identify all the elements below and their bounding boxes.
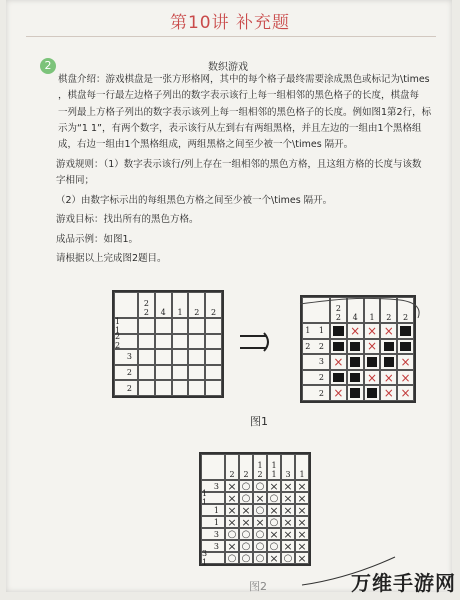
puzzle-cell[interactable] [397, 339, 414, 355]
body-line-8: （2）由数字标示出的每组黑色方格之间至少被一个\times 隔开。 [56, 195, 333, 206]
grid-corner [114, 292, 138, 318]
column-clue [172, 292, 189, 318]
puzzle-cell[interactable] [397, 385, 414, 401]
row-clue: 1 1 [114, 318, 138, 334]
column-clue [155, 292, 172, 318]
column-clue-number: 1 [271, 461, 277, 470]
body-line-11: 请根据以上完成图2题目。 [56, 253, 167, 264]
body-line-3: 一列最上方格子列出的数字表示该列上每一组相邻的黑色格子的长度。例如图1第2行，标 [58, 107, 432, 118]
watermark-logo: 万维手游网 [351, 571, 456, 595]
puzzle-cell[interactable] [225, 492, 239, 504]
body-line-2: ，棋盘每一行最左边格子列出的数字表示该行上每一组相邻的黑色格子的长度，棋盘每 [58, 90, 420, 101]
column-clue [253, 454, 267, 480]
puzzle-cell[interactable] [138, 380, 155, 396]
column-clue-number: 1 [177, 308, 183, 317]
column-clue [281, 454, 295, 480]
column-clue-number: 2 [229, 470, 235, 479]
puzzle-cell[interactable] [330, 370, 347, 386]
puzzle-cell[interactable] [364, 370, 381, 386]
puzzle-cell[interactable] [225, 516, 239, 528]
puzzle-cell[interactable] [380, 370, 397, 386]
puzzle-cell[interactable] [239, 528, 253, 540]
column-clue-number: 2 [257, 470, 263, 479]
puzzle-cell[interactable] [225, 480, 239, 492]
puzzle-cell[interactable] [155, 365, 172, 381]
puzzle-cell[interactable] [364, 385, 381, 401]
puzzle-cell[interactable] [138, 334, 155, 350]
puzzle-cell[interactable] [364, 339, 381, 355]
puzzle-cell[interactable] [188, 334, 205, 350]
row-clue: 2 [114, 380, 138, 396]
puzzle-cell[interactable] [347, 370, 364, 386]
puzzle-cell[interactable] [267, 528, 281, 540]
row-clue: 1 [201, 516, 225, 528]
body-line-10: 成品示例：如图1。 [56, 234, 139, 245]
puzzle-cell[interactable] [138, 349, 155, 365]
body-line-7: 字相同； [56, 175, 95, 186]
puzzle-cell[interactable] [295, 528, 309, 540]
body-line-9: 游戏目标：找出所有的黑色方格。 [56, 214, 199, 225]
puzzle-cell[interactable] [295, 480, 309, 492]
row-clue: 3 [201, 528, 225, 540]
puzzle-cell[interactable] [281, 504, 295, 516]
column-clue [239, 454, 253, 480]
puzzle-cell[interactable] [155, 349, 172, 365]
puzzle-cell[interactable] [188, 318, 205, 334]
grid-corner [201, 454, 225, 480]
column-clue [188, 292, 205, 318]
puzzle-cell[interactable] [347, 339, 364, 355]
puzzle-cell[interactable] [281, 492, 295, 504]
body-line-4: 示为“1 1”，有两个数字，表示该行从左到右有两组黑格，并且左边的一组由1个黑格组 [58, 123, 422, 134]
puzzle-cell[interactable] [330, 354, 347, 370]
puzzle-cell[interactable] [172, 380, 189, 396]
puzzle-cell[interactable] [267, 504, 281, 516]
puzzle-cell[interactable] [295, 516, 309, 528]
puzzle-cell[interactable] [205, 365, 222, 381]
column-clue-number: 2 [403, 313, 409, 322]
puzzle-cell[interactable] [225, 528, 239, 540]
puzzle-cell[interactable] [239, 540, 253, 552]
row-clue: 2 2 [114, 334, 138, 350]
row-clue: 1 1 [201, 492, 225, 504]
row-clue: 2 2 [302, 339, 330, 355]
puzzle-cell[interactable] [295, 504, 309, 516]
puzzle-cell[interactable] [397, 354, 414, 370]
puzzle-cell[interactable] [281, 552, 295, 564]
column-clue-number: 2 [335, 313, 341, 322]
figure2-caption: 图2 [249, 580, 267, 593]
puzzle-cell[interactable] [239, 516, 253, 528]
puzzle-cell[interactable] [239, 480, 253, 492]
puzzle-cell[interactable] [253, 492, 267, 504]
puzzle-cell[interactable] [239, 552, 253, 564]
column-clue-number: 1 [369, 313, 375, 322]
row-clue: 2 [114, 365, 138, 381]
row-clue: 2 [302, 370, 330, 386]
puzzle-cell[interactable] [172, 365, 189, 381]
puzzle-cell[interactable] [253, 516, 267, 528]
puzzle-cell[interactable] [155, 380, 172, 396]
row-clue: 1 1 [302, 323, 330, 339]
puzzle-cell[interactable] [347, 354, 364, 370]
row-clue: 3 [302, 354, 330, 370]
column-clue-number: 4 [352, 313, 358, 322]
puzzle-cell[interactable] [380, 385, 397, 401]
puzzle-cell[interactable] [267, 540, 281, 552]
puzzle-cell[interactable] [188, 349, 205, 365]
column-clue [295, 454, 309, 480]
puzzle-cell[interactable] [281, 528, 295, 540]
puzzle-cell[interactable] [253, 540, 267, 552]
puzzle-cell[interactable] [281, 516, 295, 528]
figure2-puzzle-grid [199, 452, 311, 566]
column-clue [225, 454, 239, 480]
puzzle-cell[interactable] [205, 318, 222, 334]
puzzle-cell[interactable] [380, 339, 397, 355]
puzzle-cell[interactable] [380, 354, 397, 370]
row-clue: 1 [201, 504, 225, 516]
puzzle-cell[interactable] [239, 492, 253, 504]
column-clue-number: 2 [211, 308, 217, 317]
row-clue: 3 [114, 349, 138, 365]
column-clue [205, 292, 222, 318]
puzzle-cell[interactable] [281, 540, 295, 552]
puzzle-cell[interactable] [225, 504, 239, 516]
column-clue-number: 2 [243, 470, 249, 479]
column-clue-number: 1 [299, 470, 305, 479]
page-title: 第10讲 补充题 [169, 13, 291, 33]
puzzle-cell[interactable] [253, 552, 267, 564]
column-clue-number: 2 [386, 313, 392, 322]
puzzle-cell[interactable] [155, 334, 172, 350]
puzzle-cell[interactable] [138, 365, 155, 381]
puzzle-cell[interactable] [172, 349, 189, 365]
puzzle-cell[interactable] [253, 504, 267, 516]
column-clue [138, 292, 155, 318]
puzzle-cell[interactable] [155, 318, 172, 334]
puzzle-cell[interactable] [347, 385, 364, 401]
puzzle-cell[interactable] [172, 318, 189, 334]
puzzle-cell[interactable] [239, 504, 253, 516]
row-clue: 3 [201, 540, 225, 552]
puzzle-cell[interactable] [172, 334, 189, 350]
title-divider [26, 36, 436, 37]
puzzle-cell[interactable] [295, 492, 309, 504]
puzzle-cell[interactable] [330, 339, 347, 355]
figure1-caption: 图1 [250, 415, 268, 428]
figure1-empty-puzzle-grid [112, 290, 224, 398]
puzzle-cell[interactable] [253, 480, 267, 492]
puzzle-cell[interactable] [205, 380, 222, 396]
puzzle-cell[interactable] [281, 480, 295, 492]
pen-stroke-mark-icon [290, 286, 430, 326]
column-clue-number: 2 [143, 308, 149, 317]
row-clue: 3 1 [201, 552, 225, 564]
puzzle-cell[interactable] [188, 365, 205, 381]
puzzle-cell[interactable] [330, 385, 347, 401]
column-clue-number: 2 [143, 299, 149, 308]
column-clue-number: 3 [285, 470, 291, 479]
row-clue: 2 [302, 385, 330, 401]
puzzle-cell[interactable] [225, 552, 239, 564]
puzzle-cell[interactable] [364, 354, 381, 370]
section-heading: 数织游戏 [208, 62, 248, 73]
column-clue-number: 2 [335, 304, 341, 313]
puzzle-cell[interactable] [188, 380, 205, 396]
row-clue: 3 [201, 480, 225, 492]
puzzle-cell[interactable] [138, 318, 155, 334]
column-clue-number: 4 [160, 308, 166, 317]
column-clue-number: 2 [194, 308, 200, 317]
puzzle-cell[interactable] [397, 370, 414, 386]
puzzle-cell[interactable] [205, 334, 222, 350]
puzzle-cell[interactable] [267, 480, 281, 492]
puzzle-cell[interactable] [225, 540, 239, 552]
column-clue [267, 454, 281, 480]
puzzle-cell[interactable] [267, 516, 281, 528]
implies-arrow-icon [238, 330, 274, 354]
body-line-5: 成，右边一组由1个黑格组成，两组黑格之间至少被一个\times 隔开。 [58, 139, 354, 150]
puzzle-cell[interactable] [267, 492, 281, 504]
column-clue-number: 1 [271, 470, 277, 479]
puzzle-cell[interactable] [267, 552, 281, 564]
column-clue-number: 1 [257, 461, 263, 470]
body-line-6: 游戏规则：（1）数字表示该行/列上存在一组相邻的黑色方格，且这组方格的长度与该数 [56, 159, 422, 170]
puzzle-cell[interactable] [205, 349, 222, 365]
puzzle-cell[interactable] [253, 528, 267, 540]
problem-number-badge: 2 [40, 58, 56, 74]
body-line-1: 棋盘介绍：游戏棋盘是一张方形格网，其中的每个格子最终需要涂成黑色或标记为\times [58, 74, 430, 85]
